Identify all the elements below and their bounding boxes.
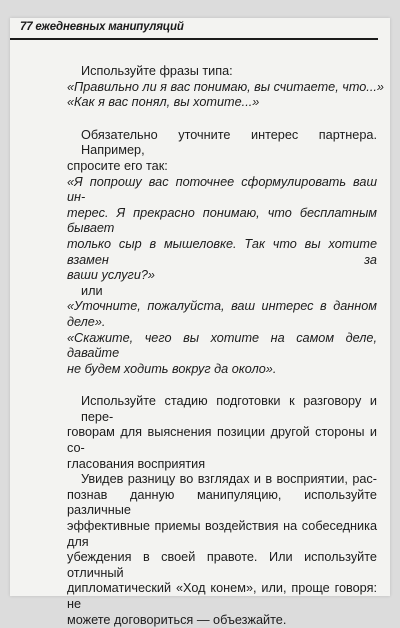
text-line: эффективные приемы воздействия на собеседника для bbox=[67, 519, 377, 549]
text-line: терес. Я прекрасно понимаю, что бесплатным бывает bbox=[67, 205, 377, 236]
text-line: можете договориться — объезжайте. bbox=[67, 612, 287, 627]
page-body bbox=[67, 64, 384, 628]
text-line: «Я попрошу вас поточнее сформулировать ваш ин- bbox=[67, 174, 377, 205]
text-line: «Уточните, пожалуйста, ваш интерес в данном bbox=[67, 299, 377, 314]
running-header bbox=[10, 18, 378, 40]
text-line: Используйте стадию подготовки к разговору и пере- bbox=[81, 394, 377, 424]
running-title: 77 ежедневных манипуляций bbox=[20, 21, 184, 33]
text-line: убеждения в своей правоте. Или используйте отличный bbox=[67, 550, 377, 580]
text-line: дипломатический «Ход конем», или, проще говоря: не bbox=[67, 581, 377, 611]
text-line: ваши услуги?» bbox=[67, 268, 155, 283]
text-line: «Как я вас понял, вы хотите...» bbox=[67, 95, 260, 110]
text-line: Обязательно уточните интерес партнера. Например, bbox=[81, 127, 377, 158]
text-line: «Правильно ли я вас понимаю, вы считаете, что...» bbox=[67, 79, 384, 94]
book-page bbox=[10, 18, 390, 627]
text-line: говорам для выяснения позиции другой стороны и со- bbox=[67, 425, 377, 456]
paragraph-gap bbox=[67, 377, 377, 394]
text-line: Увидев разницу во взглядах и в восприятии, рас- bbox=[81, 472, 377, 487]
text-line: познав данную манипуляцию, используйте различные bbox=[67, 487, 377, 518]
text-line: спросите его так: bbox=[67, 158, 168, 173]
text-line: или bbox=[81, 283, 103, 298]
text-line: деле». bbox=[67, 314, 106, 329]
text-line: только сыр в мышеловке. Так что вы хотите взамен за bbox=[67, 236, 377, 267]
text-line: Используйте фразы типа: bbox=[81, 64, 233, 78]
text-line: не будем ходить вокруг да около». bbox=[67, 361, 277, 376]
text-line: «Скажите, чего вы хотите на самом деле, давайте bbox=[67, 330, 377, 361]
text-line: гласования восприятия bbox=[67, 456, 206, 471]
paragraph-gap bbox=[67, 111, 377, 128]
